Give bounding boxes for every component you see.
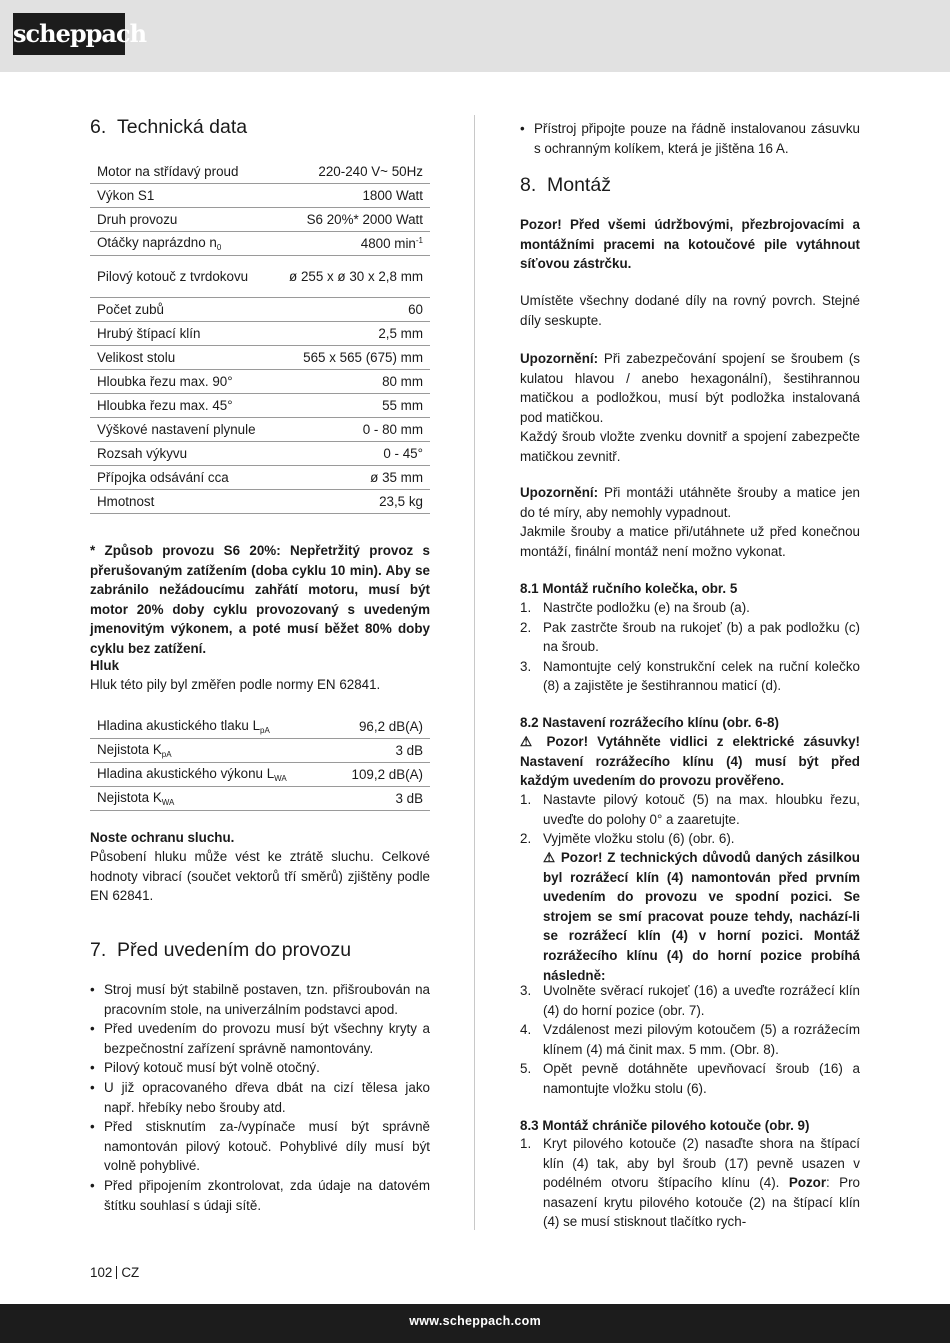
table-row: [90, 442, 430, 466]
row-value: 220-240 V~ 50Hz: [273, 160, 430, 184]
row-label: Výškové nastavení plynule: [90, 418, 273, 442]
table-row: [90, 418, 430, 442]
row-label: Přípojka odsávání cca: [90, 466, 273, 490]
subsection-8-2-list-b: [520, 981, 860, 1099]
assembly-intro: Umístěte všechny dodané díly na rovný povrch. Stejné díly seskupte.: [520, 293, 860, 328]
noise-table: [90, 715, 430, 811]
table-row: [90, 394, 430, 418]
row-value: ø 35 mm: [273, 466, 430, 490]
row-label: Druh provozu: [90, 208, 273, 232]
table-row: [90, 256, 430, 298]
subsection-8-2-warning: ⚠ Pozor! Vytáhněte vidlici z elektrické zásuvky! Nastavení rozrážecího klínu (4) musí být před každým uvedením do provozu prověřeno.: [520, 734, 860, 789]
noise-text: Hluk této pily byl změřen podle normy EN 62841.: [90, 677, 381, 692]
subsection-8-3-list: [520, 1134, 860, 1232]
list-item: 3. Uvolněte svěrací rukojeť (16) a uveďte rozrážecí klín (4) do horní pozice (obr. 7).: [520, 983, 860, 1018]
table-row: [90, 715, 430, 739]
list-item: 2. Pak zastrčte šroub na rukojeť (b) a pak podložku (c) na šroub.: [520, 619, 860, 655]
list-item: 1. Nastrčte podložku (e) na šroub (a).: [520, 600, 750, 615]
row-label: Výkon S1: [90, 184, 273, 208]
list-item: 3. Namontujte celý konstrukční celek na ruční kolečko (8) a zajistěte je šestihrannou maticí (d).: [520, 658, 860, 694]
assembly-warning: Pozor! Před všemi údržbovými, přezbrojovacími a montážními pracemi na kotoučové pile vytáhnout síťovou zástrčku.: [520, 217, 860, 272]
table-row: [90, 232, 430, 256]
table-row: [90, 184, 430, 208]
table-row: [90, 370, 430, 394]
row-value: 3 dB: [330, 739, 430, 763]
row-label: Počet zubů: [90, 298, 273, 322]
spec-table: [90, 160, 430, 514]
row-value: 3 dB: [330, 787, 430, 811]
list-item: 1. Kryt pilového kotouče (2) nasaďte shora na štípací klín (4) tak, aby byl šroub (17) pevně usazen v podélném otvoru štípacího klínu (4). Pozor: Pro nasazení krytu pilového kotouče (2) na štípací klín (4) se musí stisknout tlačítko rych-: [520, 1136, 861, 1230]
noise-heading: Hluk: [90, 658, 120, 673]
table-row: [90, 490, 430, 514]
row-value: 0 - 80 mm: [273, 418, 430, 442]
table-row: [90, 466, 430, 490]
table-row: [90, 298, 430, 322]
list-item: • Před připojením zkontrolovat, zda údaje na datovém štítku souhlasí s údaji sítě.: [90, 1176, 430, 1215]
list-item: 4. Vzdálenost mezi pilovým kotoučem (5) a rozrážecím klínem (4) má činit max. 5 mm. (Obr. 8).: [520, 1022, 860, 1057]
row-label: Pilový kotouč z tvrdokovu: [90, 256, 273, 298]
note-2: Upozornění: Při montáži utáhněte šrouby a matice jen do té míry, aby nemohly vypadnout. Jakmile šrouby a matice při/utáhnete už před konečnou montáží, finální montáž není možno vykonat.: [520, 485, 860, 559]
row-label: Rozsah výkyvu: [90, 442, 273, 466]
row-value: 4800 $\min^{-1}$: [273, 232, 430, 256]
table-row: [90, 787, 430, 811]
row-label: Hloubka řezu max. 45°: [90, 394, 273, 418]
row-label: Hmotnost: [90, 490, 273, 514]
list-item: 1. Nastavte pilový kotouč (5) na max. hloubku řezu, uveďte do polohy 0° a zaaretujte.: [520, 792, 860, 827]
list-item: • Před uvedením do provozu musí být všechny kryty a bezpečnostní zařízení správně namontovány.: [90, 1019, 430, 1058]
list-item: • U již opracovaného dřeva dbát na cizí tělesa jako např. hřebíky nebo šrouby atd.: [90, 1078, 430, 1117]
row-label: Hrubý štípací klín: [90, 322, 273, 346]
row-value: ø 255 x ø 30 x 2,8 mm: [273, 256, 430, 298]
list-item: 5. Opět pevně dotáhněte upevňovací šroub (16) a namontujte vložku stolu (6).: [520, 1061, 860, 1096]
table-row: [90, 346, 430, 370]
row-value: 55 mm: [273, 394, 430, 418]
row-value: 565 x 565 (675) mm: [273, 346, 430, 370]
row-label: Nejistota $K_{WA}$: [90, 787, 330, 811]
row-value: 2,5 mm: [273, 322, 430, 346]
subsection-8-1-list: [520, 598, 860, 696]
row-value: 23,5 kg: [273, 490, 430, 514]
subsection-8-1-title: 8.1 Montáž ručního kolečka, obr. 5: [520, 581, 738, 596]
note-1: Upozornění: Při zabezpečování spojení se šroubem (s kulatou hlavou / anebo hexagonální), šestihrannou matičkou a podložkou, musí být podložka instalovaná pod matičkou. Každý šroub vložte zvenku dovnitř a spojení zabezpečte matičkou zevnitř.: [520, 351, 860, 464]
column-divider: [474, 115, 475, 1230]
list-item: • Pilový kotouč musí být volně otočný.: [90, 1058, 430, 1078]
row-label: Motor na střídavý proud: [90, 160, 273, 184]
hearing-heading: Noste ochranu sluchu.: [90, 830, 235, 845]
list-item: • Před stisknutím za-/vypínače musí být správně namontován pilový kotouč. Pohyblivé díly musí být volně pohyblivé.: [90, 1117, 430, 1176]
row-label: Hloubka řezu max. 90°: [90, 370, 273, 394]
row-label: Hladina akustického tlaku $L_{pA}$: [90, 715, 330, 739]
table-row: [90, 160, 430, 184]
page-number: 102 CZ: [90, 1265, 140, 1280]
page-header: [0, 0, 950, 72]
subsection-8-2-list-a: [520, 790, 860, 849]
row-value: 96,2 dB(A): [330, 715, 430, 739]
section-7-list-continued: [520, 119, 860, 158]
section-7-heading: 7. Před uvedením do provozu: [90, 939, 352, 961]
hearing-text: Působení hluku může vést ke ztrátě sluchu. Celkové hodnoty vibrací (součet vektorů tří směrů) zjištěny podle EN 62841.: [90, 849, 430, 904]
section-7-list: [90, 980, 430, 1215]
row-value: S6 20%* 2000 Watt: [273, 208, 430, 232]
section-6-heading: 6. Technická data: [90, 116, 248, 138]
list-item: 2. Vyjměte vložku stolu (6) (obr. 6).: [520, 831, 735, 847]
section-8-heading: 8. Montáž: [520, 174, 611, 196]
page-footer: [0, 1304, 950, 1343]
table-row: [90, 322, 430, 346]
row-label: Nejistota $K_{pA}$: [90, 739, 330, 763]
subsection-8-2-warning-2: ⚠ Pozor! Z technických důvodů daných zásilkou byl rozrážecí klín (4) namontován před prvním uvedením do provozu ve spodní pozici. Se strojem se smí pracovat pouze tehdy, nachází-li se rozrážecí klín (4) v horní pozici. Montáž rozrážecího klínu (4) do horní pozice probíhá následně:: [543, 850, 860, 983]
subsection-8-3-title: 8.3 Montáž chrániče pilového kotouče (obr. 9): [520, 1118, 810, 1133]
operation-footnote: * Způsob provozu S6 20%: Nepřetržitý provoz s přerušovaným zatížením (doba cyklu 10 min). Aby se zabránilo nežádoucímu zahřátí motoru, musí být motor 20% doby cyklu provozovaný s uvedeným jmenovitým výkonem, a poté musí běžet 80% doby cyklu bez zatížení.: [90, 543, 430, 656]
website-link[interactable]: www.scheppach.com: [409, 1314, 541, 1328]
scheppach-logo: scheppach: [13, 13, 125, 55]
note-1-label: Upozornění:: [520, 351, 599, 366]
row-value: 60: [273, 298, 430, 322]
subsection-8-2-title: 8.2 Nastavení rozrážecího klínu (obr. 6-8): [520, 715, 779, 730]
row-value: 80 mm: [273, 370, 430, 394]
row-value: 1800 Watt: [273, 184, 430, 208]
row-label: Otáčky naprázdno $n_0$: [90, 232, 273, 256]
row-value: 109,2 dB(A): [330, 763, 430, 787]
row-label: Hladina akustického výkonu $L_{WA}$: [90, 763, 330, 787]
list-item: • Stroj musí být stabilně postaven, tzn. přišroubován na pracovním stole, na univerzálním podstavci apod.: [90, 980, 430, 1019]
note-2-label: Upozornění:: [520, 485, 599, 500]
table-row: [90, 763, 430, 787]
table-row: [90, 739, 430, 763]
list-item: • Přístroj připojte pouze na řádně instalovanou zásuvku s ochranným kolíkem, která je jištěna 16 A.: [520, 119, 860, 158]
row-label: Velikost stolu: [90, 346, 273, 370]
table-row: [90, 208, 430, 232]
row-value: 0 - 45°: [273, 442, 430, 466]
